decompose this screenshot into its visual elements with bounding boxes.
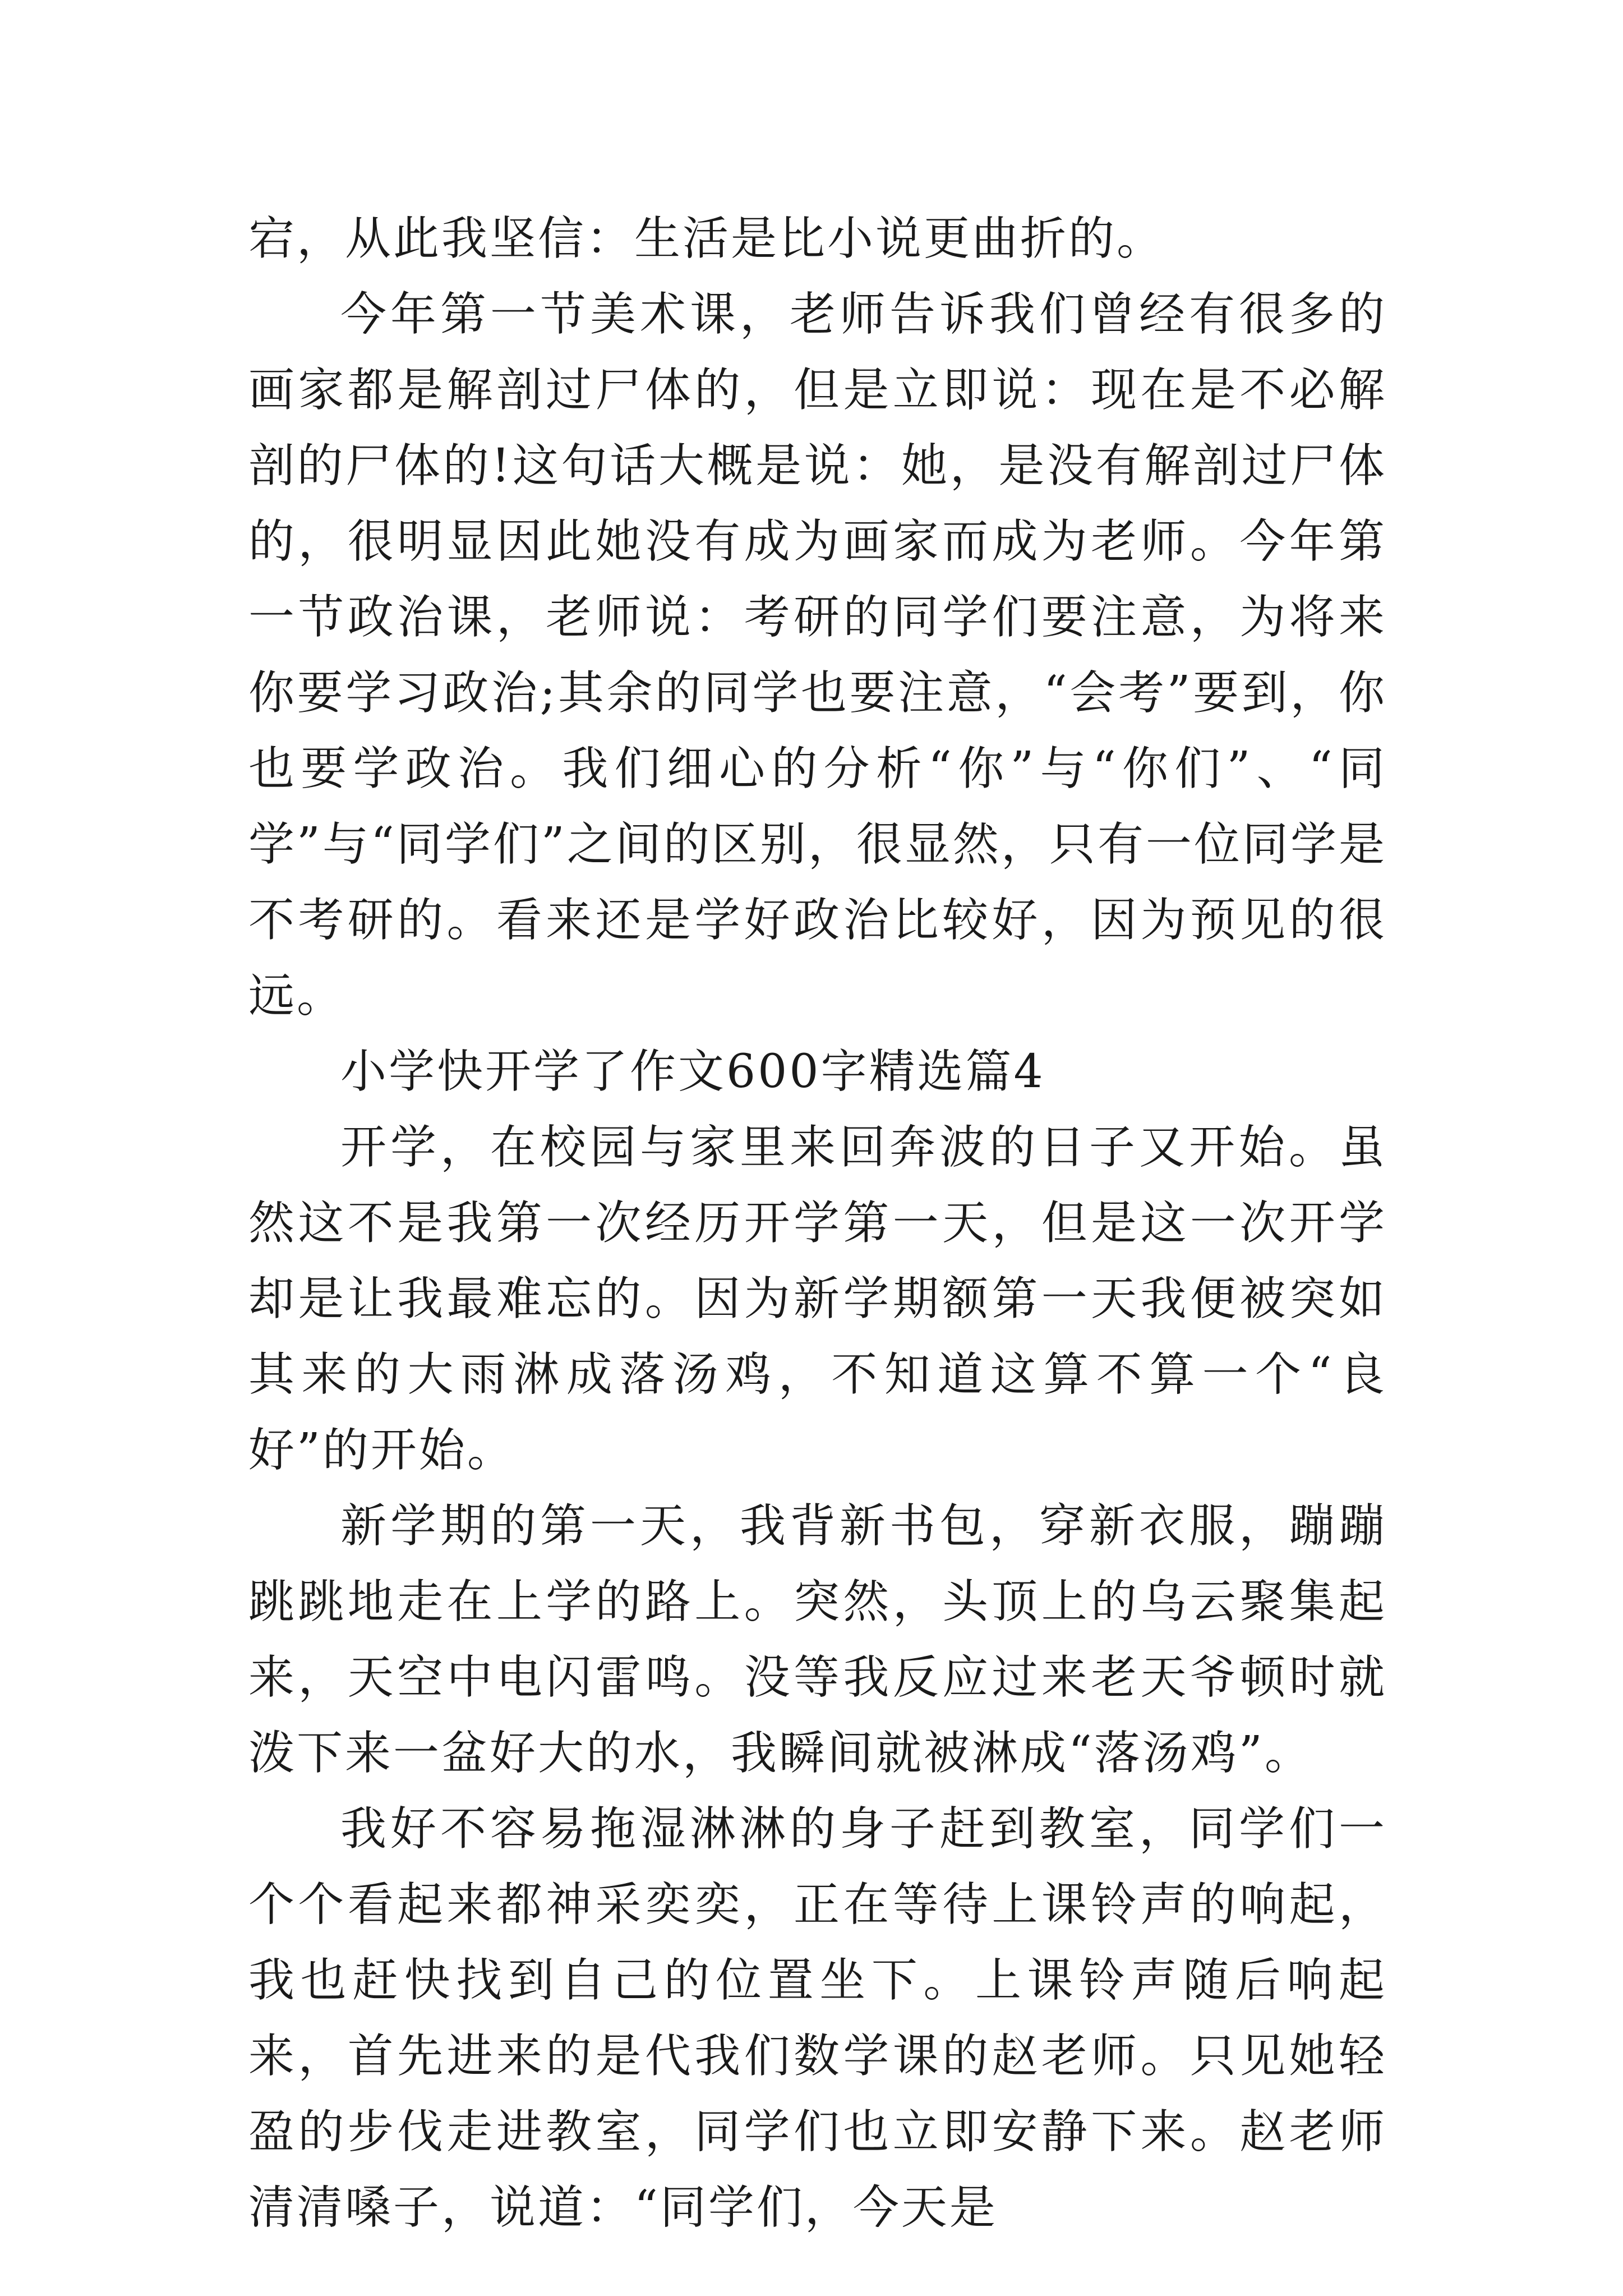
paragraph-school-start: 开学，在校园与家里来回奔波的日子又开始。虽然这不是我第一次经历开学第一天，但是这一次开学却是让我最难忘的。因为新学期额第一天我便被突如其来的大雨淋成落汤鸡，不知道这算不算一个“良好”的开始。 — [248, 1121, 1387, 1477]
paragraph-art-politics-class: 今年第一节美术课，老师告诉我们曾经有很多的画家都是解剖过尸体的，但是立即说：现在是不必解剖的尸体的!这句话大概是说：她，是没有解剖过尸体的，很明显因此她没有成为画家而成为老师。今年第一节政治课，老师说：考研的同学们要注意，为将来你要学习政治;其余的同学也要注意，“会考”要到，你也要学政治。我们细心的分析“你”与“你们”、“同学”与“同学们”之间的区别，很显然，只有一位同学是不考研的。看来还是学好政治比较好，因为预见的很远。 — [248, 288, 1387, 1023]
paragraph-continuation: 宕，从此我坚信：生活是比小说更曲折的。 — [248, 212, 1165, 265]
paragraph-first-day-rain: 新学期的第一天，我背新书包，穿新衣服，蹦蹦跳跳地走在上学的路上。突然，头顶上的乌云聚集起来，天空中电闪雷鸣。没等我反应过来老天爷顿时就泼下来一盆好大的水，我瞬间就被淋成“落汤鸡”。 — [248, 1499, 1387, 1780]
document-body — [248, 201, 1387, 2246]
essay-section-heading: 小学快开学了作文600字精选篇4 — [340, 1045, 1045, 1098]
paragraph-classroom: 我好不容易拖湿淋淋的身子赶到教室，同学们一个个看起来都神采奕奕，正在等待上课铃声的响起，我也赶快找到自己的位置坐下。上课铃声随后响起来，首先进来的是代我们数学课的赵老师。只见她轻盈的步伐走进教室，同学们也立即安静下来。赵老师清清嗓子，说道：“同学们，今天是 — [248, 1802, 1387, 2234]
